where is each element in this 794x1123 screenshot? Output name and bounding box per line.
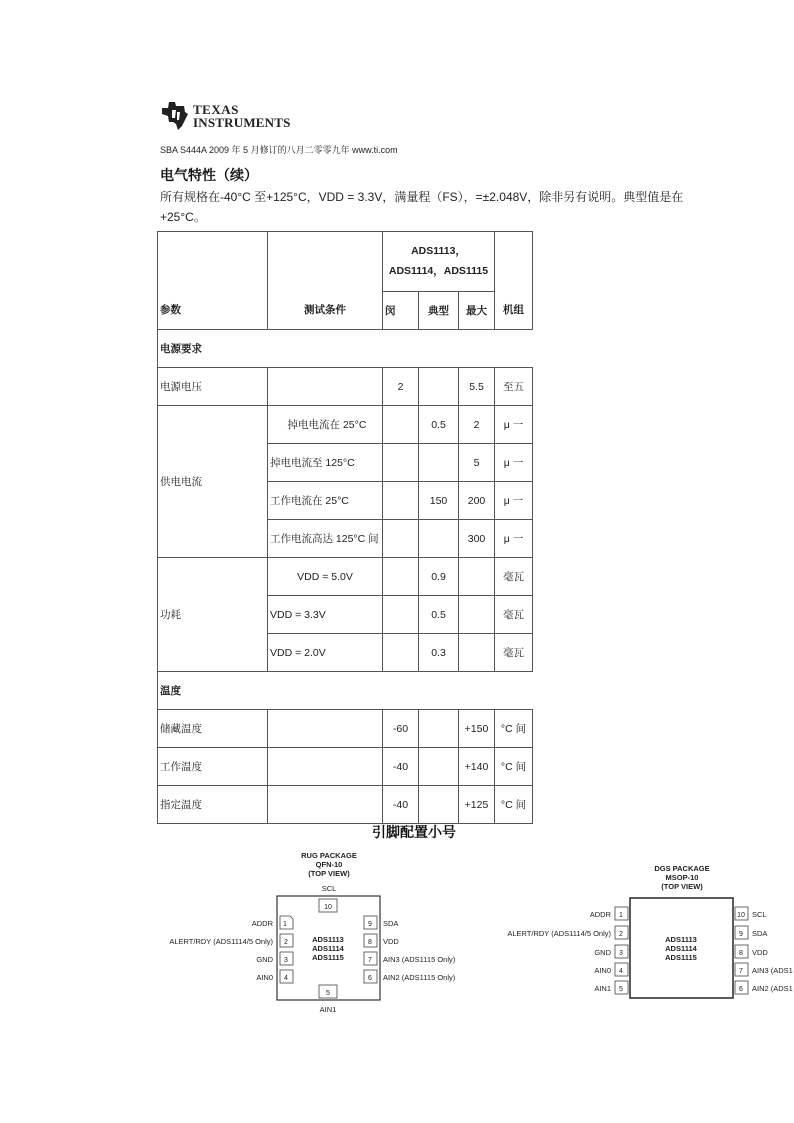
rug-pin-num: 2 [284, 939, 288, 946]
dgs-pin-label: AIN3 (ADS1 [752, 966, 793, 975]
cell-unit: 至五 [495, 368, 533, 406]
row-label: 指定温度 [158, 786, 268, 824]
cell-unit: 毫瓦 [495, 596, 533, 634]
cell-condition: VDD = 5.0V [268, 558, 383, 596]
rug-title-1: RUG PACKAGE [301, 851, 357, 860]
dgs-pin-label: AIN0 [594, 966, 611, 975]
cell-max: 5.5 [459, 368, 495, 406]
cell-unit: μ 一 [495, 406, 533, 444]
rug-chip-name: ADS1113 [312, 935, 344, 944]
dgs-pin-num: 7 [739, 968, 743, 975]
cell-condition: 工作电流在 25°C [268, 482, 383, 520]
row-label: 储藏温度 [158, 710, 268, 748]
dgs-pin-num: 1 [619, 912, 623, 919]
row-label: 功耗 [158, 558, 268, 672]
rug-pin-label: AIN2 (ADS1115 Only) [383, 973, 456, 982]
rug-pin-num: 4 [284, 975, 288, 982]
cell-typ: 150 [419, 482, 459, 520]
cell-typ: 0.5 [419, 596, 459, 634]
dgs-pin-label: SDA [752, 929, 768, 938]
cell-typ: 0.5 [419, 406, 459, 444]
cell-typ: 0.9 [419, 558, 459, 596]
header-param: 参数 [158, 232, 268, 330]
dgs-chip-name: ADS1114 [665, 944, 697, 953]
header-condition: 测试条件 [268, 232, 383, 330]
dgs-title-1: DGS PACKAGE [654, 864, 710, 873]
header-unit: 机组 [495, 232, 533, 330]
header-device-group: ADS1113，ADS1114，ADS1115 [383, 232, 495, 292]
rug-title-3: (TOP VIEW) [308, 869, 350, 878]
rug-pin-num: 6 [368, 975, 372, 982]
header-max: 最大 [459, 291, 495, 329]
row-label: 工作温度 [158, 748, 268, 786]
rug-pin-label: SDA [383, 919, 399, 928]
section-description: 所有规格在-40°C 至+125°C，VDD = 3.3V，满量程（FS），=±2.048V，除非另有说明。典型值是在+25°C。 [160, 190, 684, 224]
cell-unit: μ 一 [495, 520, 533, 558]
cell-max: 300 [459, 520, 495, 558]
cell-min: -60 [383, 710, 419, 748]
cell-condition: 掉电电流至 125°C [268, 444, 383, 482]
cell-condition: 掉电电流在 25°C [268, 406, 383, 444]
dgs-pin-num: 8 [739, 950, 743, 957]
rug-pin-num: 1 [283, 921, 287, 928]
cell-max: 200 [459, 482, 495, 520]
row-label: 供电电流 [158, 406, 268, 558]
logo-line-1: TEXAS [193, 102, 239, 117]
cell-unit: °C 间 [495, 748, 533, 786]
dgs-pin-label: ADDR [589, 910, 611, 919]
rug-pin-label: ALERT/RDY (ADS1114/5 Only) [169, 937, 273, 946]
dgs-pin-num: 5 [619, 986, 623, 993]
rug-pin-num: 8 [368, 939, 372, 946]
cell-max: +125 [459, 786, 495, 824]
dgs-pin-label: AIN2 (ADS1 [752, 984, 793, 993]
dgs-title-3: (TOP VIEW) [661, 882, 703, 891]
section-power: 电源要求 [158, 330, 533, 368]
dgs-pin-num: 10 [737, 912, 745, 919]
cell-unit: °C 间 [495, 786, 533, 824]
cell-unit: μ 一 [495, 444, 533, 482]
cell-unit: °C 间 [495, 710, 533, 748]
rug-pin-num: 7 [368, 957, 372, 964]
cell-min: 2 [383, 368, 419, 406]
dgs-pin-num: 2 [619, 931, 623, 938]
section-temperature: 温度 [158, 672, 533, 710]
rug-top-pin-label: SCL [321, 884, 337, 893]
rug-pin-label: VDD [383, 937, 399, 946]
dgs-pin-num: 4 [619, 968, 623, 975]
document-revision-line: SBA S444A 2009 年 5 月修订的八月二零零九年 www.ti.com [160, 145, 398, 155]
dgs-chip-name: ADS1115 [665, 953, 697, 962]
row-label: 电源电压 [158, 368, 268, 406]
rug-chip-name: ADS1114 [312, 944, 344, 953]
cell-max: +140 [459, 748, 495, 786]
header-typ: 典型 [419, 291, 459, 329]
rug-package-diagram [169, 851, 455, 1014]
dgs-pin-label: GND [594, 948, 611, 957]
cell-condition: VDD = 3.3V [268, 596, 383, 634]
rug-pin-label: GND [256, 955, 273, 964]
dgs-pin-label: ALERT/RDY (ADS1114/5 Only) [507, 929, 611, 938]
dgs-pin-label: VDD [752, 948, 768, 957]
rug-pin-num: 3 [284, 957, 288, 964]
cell-min: -40 [383, 748, 419, 786]
cell-max: +150 [459, 710, 495, 748]
logo-line-2: INSTRUMENTS [193, 115, 291, 130]
pin-configuration-title: 引脚配置小号 [372, 824, 456, 840]
rug-title-2: QFN-10 [315, 860, 343, 869]
dgs-pin-num: 6 [739, 986, 743, 993]
dgs-pin-label: SCL [752, 910, 767, 919]
rug-pin-label: ADDR [251, 919, 273, 928]
dgs-title-2: MSOP-10 [665, 873, 699, 882]
cell-unit: 毫瓦 [495, 558, 533, 596]
cell-max: 2 [459, 406, 495, 444]
dgs-pin-num: 3 [619, 950, 623, 957]
cell-unit: μ 一 [495, 482, 533, 520]
rug-bottom-pin-label: AIN1 [319, 1005, 337, 1014]
cell-unit: 毫瓦 [495, 634, 533, 672]
rug-pin-5: 5 [326, 990, 330, 997]
cell-condition: VDD = 2.0V [268, 634, 383, 672]
rug-pin-label: AIN0 [256, 973, 273, 982]
dgs-pin-num: 9 [739, 931, 743, 938]
rug-chip-name: ADS1115 [312, 953, 344, 962]
header-min: 闵 [383, 291, 419, 329]
section-title: 电气特性（续） [160, 167, 258, 183]
cell-max: 5 [459, 444, 495, 482]
dgs-pin-label: AIN1 [594, 984, 611, 993]
cell-condition: 工作电流高达 125°C 间 [268, 520, 383, 558]
dgs-package-diagram [507, 864, 793, 998]
dgs-chip-name: ADS1113 [665, 935, 697, 944]
cell-min: -40 [383, 786, 419, 824]
rug-pin-num: 9 [368, 921, 372, 928]
rug-pin-label: AIN3 (ADS1115 Only) [383, 955, 456, 964]
rug-pin-10: 10 [324, 904, 332, 911]
cell-typ: 0.3 [419, 634, 459, 672]
